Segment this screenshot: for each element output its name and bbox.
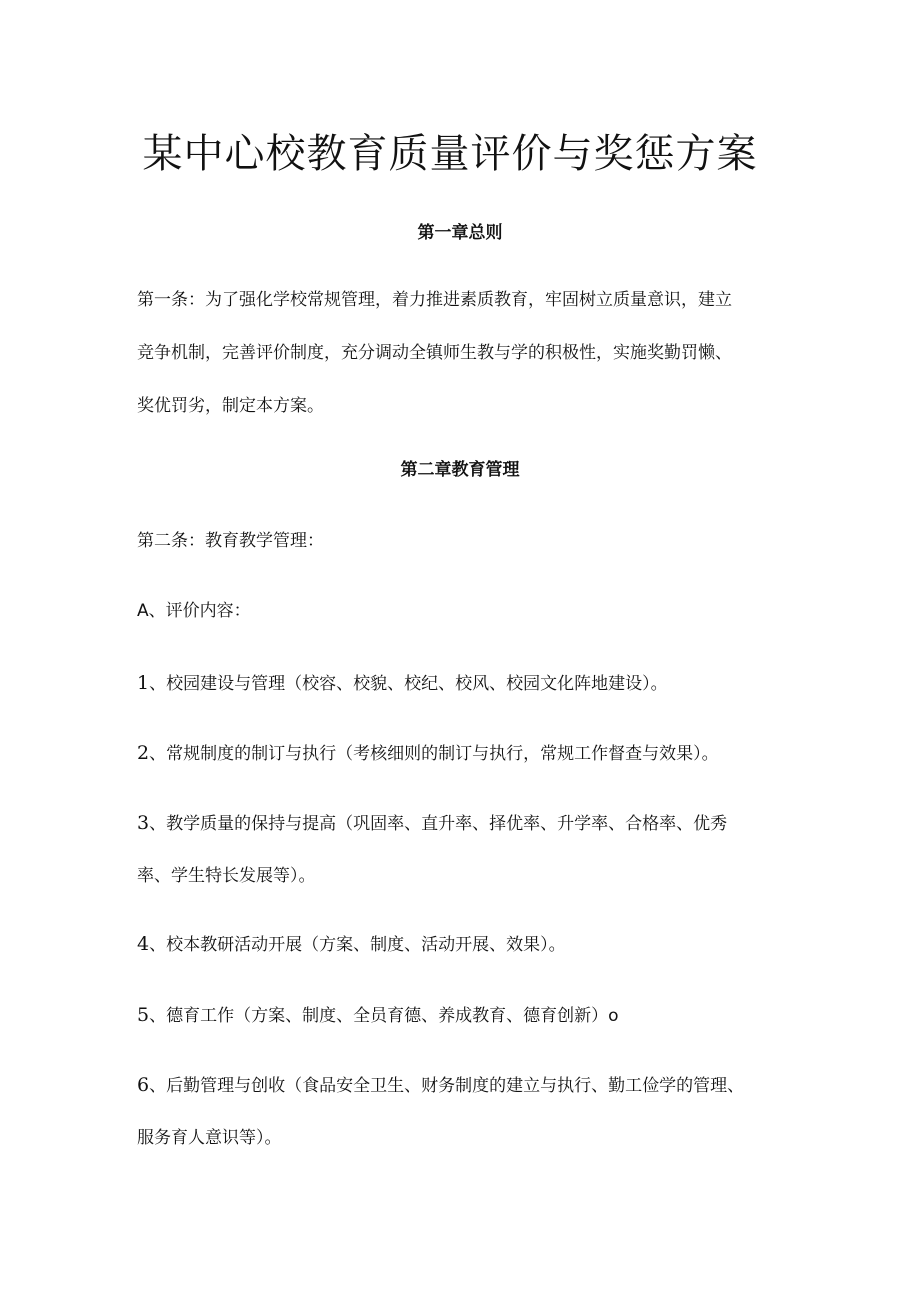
list-item-number: 1 bbox=[137, 672, 150, 694]
list-item-2 bbox=[137, 727, 817, 780]
chapter-1-heading: 第一章总则 bbox=[417, 223, 503, 243]
list-item-text: 、德育工作（方案、制度、全员育德、养成教育、德育创新）o bbox=[149, 1006, 619, 1026]
list-item-6 bbox=[137, 1059, 817, 1165]
list-item-text: 、教学质量的保持与提高（巩固率、直升率、择优率、升学率、合格率、优秀 bbox=[149, 814, 728, 834]
list-item-1 bbox=[137, 657, 817, 710]
list-item-4 bbox=[137, 918, 817, 971]
list-item-text: 、校园建设与管理（校容、校貌、校纪、校风、校园文化阵地建设）。 bbox=[149, 674, 668, 694]
chapter-2-heading: 第二章教育管理 bbox=[400, 460, 520, 480]
list-item-text-continued: 服务育人意识等）。 bbox=[137, 1128, 282, 1148]
list-item-number: 2 bbox=[137, 742, 150, 764]
list-item-text-continued: 率、学生特长发展等）。 bbox=[137, 866, 316, 886]
list-item-number: 5 bbox=[137, 1004, 150, 1026]
list-item-number: 6 bbox=[137, 1074, 150, 1096]
article-1-line: 第一条：为了强化学校常规管理，着力推进素质教育，牢固树立质量意识，建立 bbox=[137, 290, 732, 310]
article-2-heading-text: 第二条：教育教学管理： bbox=[137, 531, 324, 551]
list-item-text: 、校本教研活动开展（方案、制度、活动开展、效果）。 bbox=[149, 935, 566, 955]
document-title: 某中心校教育质量评价与奖惩方案 bbox=[142, 131, 758, 177]
list-item-text: 、后勤管理与创收（食品安全卫生、财务制度的建立与执行、勤工俭学的管理、 bbox=[149, 1076, 745, 1096]
section-a-heading-text: A、评价内容： bbox=[137, 601, 251, 621]
article-1-line: 竞争机制，完善评价制度，充分调动全镇师生教与学的积极性，实施奖勤罚懒、 bbox=[137, 343, 732, 363]
list-item-3 bbox=[137, 797, 817, 903]
list-item-number: 3 bbox=[137, 812, 150, 834]
article-2-heading bbox=[137, 515, 817, 568]
article-1-line: 奖优罚劣，制定本方案。 bbox=[137, 396, 324, 416]
list-item-text: 、常规制度的制订与执行（考核细则的制订与执行，常规工作督查与效果）。 bbox=[149, 744, 719, 764]
article-1-paragraph bbox=[137, 274, 817, 433]
list-item-5 bbox=[137, 989, 817, 1042]
list-item-number: 4 bbox=[137, 933, 150, 955]
section-a-heading bbox=[137, 585, 817, 638]
